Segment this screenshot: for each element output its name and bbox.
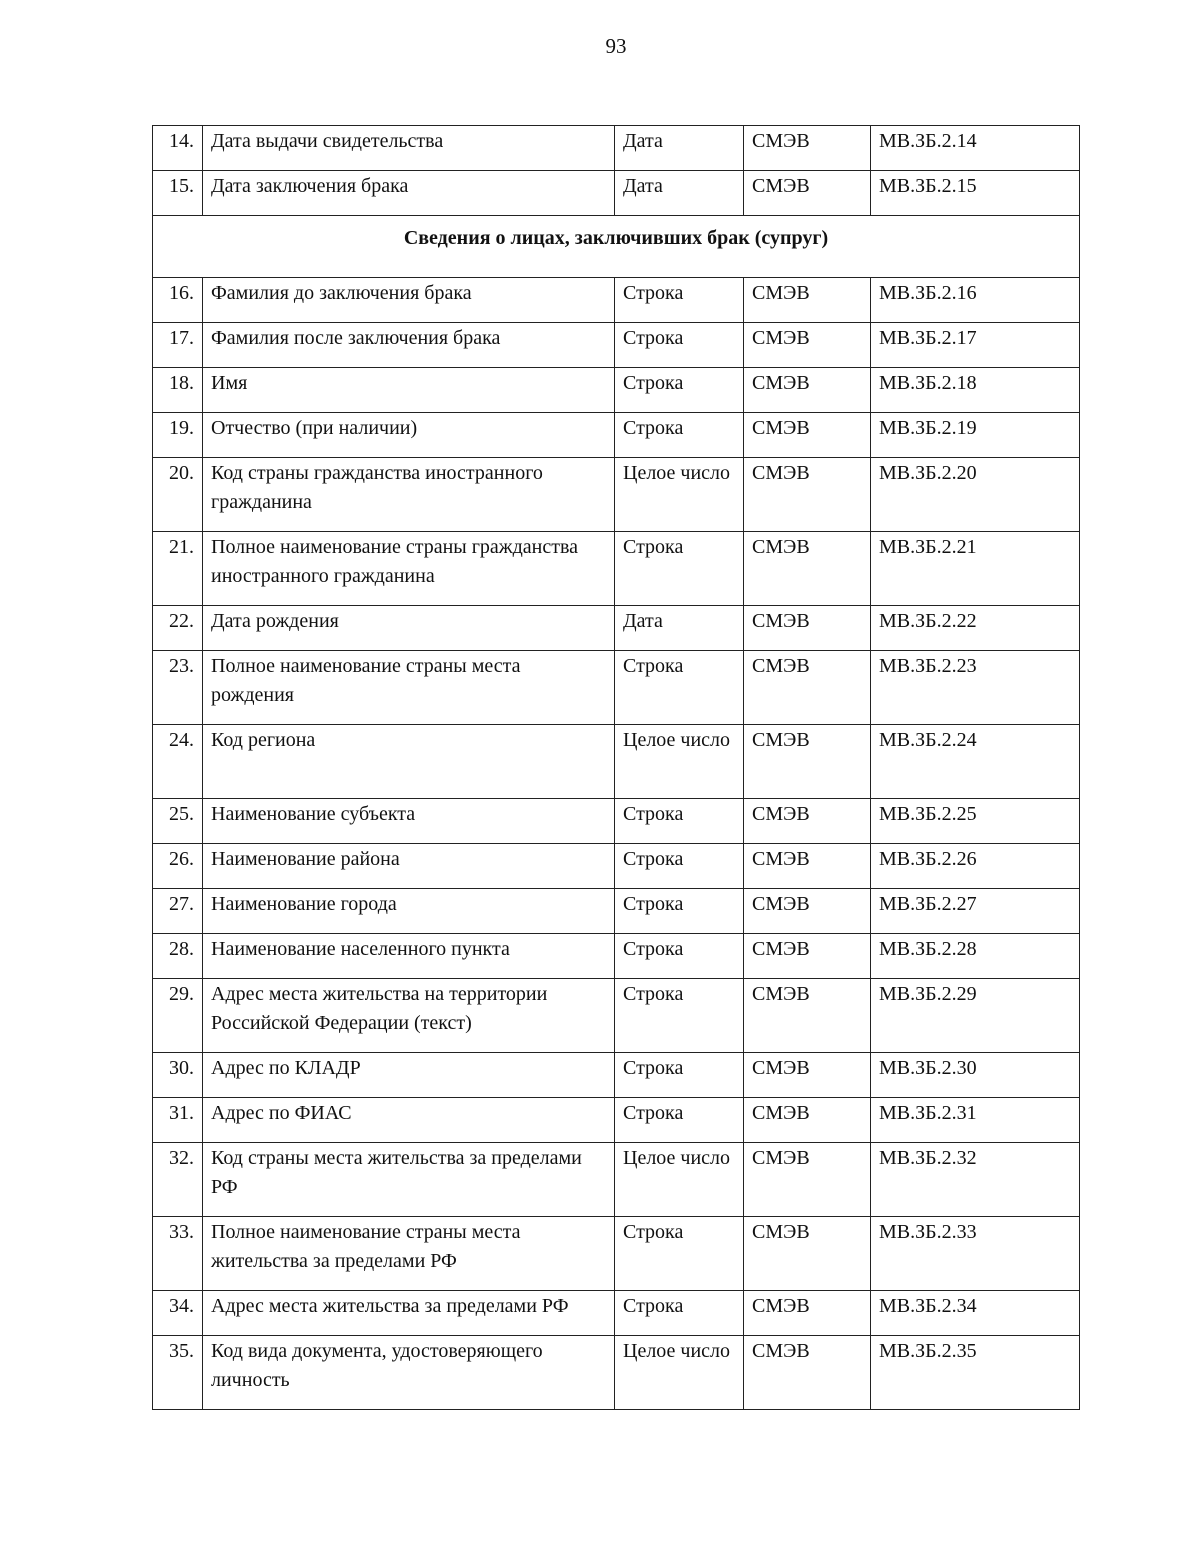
row-number: 30. <box>153 1053 203 1098</box>
field-type: Дата <box>615 126 744 171</box>
row-number: 26. <box>153 844 203 889</box>
field-name: Код страны гражданства иностранного гражданина <box>203 458 615 532</box>
field-code: МВ.ЗБ.2.27 <box>871 889 1080 934</box>
field-code: МВ.ЗБ.2.19 <box>871 413 1080 458</box>
field-source: СМЭВ <box>744 934 871 979</box>
field-name: Наименование субъекта <box>203 799 615 844</box>
row-number: 28. <box>153 934 203 979</box>
field-type: Строка <box>615 368 744 413</box>
table-row <box>153 651 1080 725</box>
row-number: 24. <box>153 725 203 799</box>
field-source: СМЭВ <box>744 1053 871 1098</box>
field-source: СМЭВ <box>744 278 871 323</box>
table-row <box>153 1143 1080 1217</box>
table-row <box>153 606 1080 651</box>
field-name: Имя <box>203 368 615 413</box>
row-number: 21. <box>153 532 203 606</box>
field-source: СМЭВ <box>744 725 871 799</box>
table-row <box>153 458 1080 532</box>
field-source: СМЭВ <box>744 889 871 934</box>
field-code: МВ.ЗБ.2.21 <box>871 532 1080 606</box>
field-type: Строка <box>615 979 744 1053</box>
table-body <box>153 278 1080 1410</box>
field-type: Строка <box>615 413 744 458</box>
table-row <box>153 323 1080 368</box>
field-source: СМЭВ <box>744 1098 871 1143</box>
field-type: Дата <box>615 606 744 651</box>
field-type: Целое число <box>615 1336 744 1410</box>
field-source: СМЭВ <box>744 979 871 1053</box>
field-name: Адрес по ФИАС <box>203 1098 615 1143</box>
row-number: 29. <box>153 979 203 1053</box>
field-code: МВ.ЗБ.2.34 <box>871 1291 1080 1336</box>
field-type: Целое число <box>615 458 744 532</box>
field-source: СМЭВ <box>744 323 871 368</box>
field-name: Дата заключения брака <box>203 171 615 216</box>
field-code: МВ.ЗБ.2.16 <box>871 278 1080 323</box>
row-number: 33. <box>153 1217 203 1291</box>
field-source: СМЭВ <box>744 532 871 606</box>
field-type: Строка <box>615 1098 744 1143</box>
table-row <box>153 532 1080 606</box>
field-name: Код страны места жительства за пределами РФ <box>203 1143 615 1217</box>
field-source: СМЭВ <box>744 1336 871 1410</box>
field-code: МВ.ЗБ.2.22 <box>871 606 1080 651</box>
row-number: 18. <box>153 368 203 413</box>
field-code: МВ.ЗБ.2.14 <box>871 126 1080 171</box>
field-name: Фамилия после заключения брака <box>203 323 615 368</box>
field-type: Строка <box>615 1217 744 1291</box>
field-source: СМЭВ <box>744 126 871 171</box>
section-title: Сведения о лицах, заключивших брак (супруг) <box>153 216 1080 278</box>
row-number: 34. <box>153 1291 203 1336</box>
row-number: 25. <box>153 799 203 844</box>
field-type: Целое число <box>615 725 744 799</box>
table-row <box>153 934 1080 979</box>
table-row <box>153 1217 1080 1291</box>
field-name: Отчество (при наличии) <box>203 413 615 458</box>
table-row <box>153 171 1080 216</box>
field-code: МВ.ЗБ.2.33 <box>871 1217 1080 1291</box>
table-row <box>153 126 1080 171</box>
row-number: 22. <box>153 606 203 651</box>
field-type: Строка <box>615 1291 744 1336</box>
table-row <box>153 278 1080 323</box>
field-name: Код региона <box>203 725 615 799</box>
field-code: МВ.ЗБ.2.28 <box>871 934 1080 979</box>
field-name: Фамилия до заключения брака <box>203 278 615 323</box>
field-type: Строка <box>615 651 744 725</box>
field-name: Дата выдачи свидетельства <box>203 126 615 171</box>
field-code: МВ.ЗБ.2.25 <box>871 799 1080 844</box>
field-type: Строка <box>615 1053 744 1098</box>
row-number: 17. <box>153 323 203 368</box>
field-type: Строка <box>615 844 744 889</box>
field-type: Строка <box>615 532 744 606</box>
field-type: Строка <box>615 889 744 934</box>
field-source: СМЭВ <box>744 799 871 844</box>
field-name: Наименование города <box>203 889 615 934</box>
table-row <box>153 844 1080 889</box>
field-source: СМЭВ <box>744 458 871 532</box>
table-row <box>153 979 1080 1053</box>
table-row <box>153 1291 1080 1336</box>
field-code: МВ.ЗБ.2.26 <box>871 844 1080 889</box>
row-number: 31. <box>153 1098 203 1143</box>
row-number: 23. <box>153 651 203 725</box>
field-code: МВ.ЗБ.2.20 <box>871 458 1080 532</box>
row-number: 19. <box>153 413 203 458</box>
field-name: Дата рождения <box>203 606 615 651</box>
table-row <box>153 889 1080 934</box>
field-type: Целое число <box>615 1143 744 1217</box>
field-source: СМЭВ <box>744 368 871 413</box>
table-row <box>153 368 1080 413</box>
field-code: МВ.ЗБ.2.23 <box>871 651 1080 725</box>
table-row <box>153 1053 1080 1098</box>
table-row <box>153 799 1080 844</box>
field-source: СМЭВ <box>744 1217 871 1291</box>
table-row <box>153 1336 1080 1410</box>
field-code: МВ.ЗБ.2.17 <box>871 323 1080 368</box>
row-number: 27. <box>153 889 203 934</box>
field-type: Строка <box>615 278 744 323</box>
field-code: МВ.ЗБ.2.30 <box>871 1053 1080 1098</box>
field-source: СМЭВ <box>744 1291 871 1336</box>
row-number: 35. <box>153 1336 203 1410</box>
page-number: 93 <box>605 34 627 58</box>
field-name: Код вида документа, удостоверяющего личность <box>203 1336 615 1410</box>
table-row <box>153 725 1080 799</box>
section-header-row <box>153 216 1080 278</box>
row-number: 32. <box>153 1143 203 1217</box>
field-source: СМЭВ <box>744 171 871 216</box>
field-name: Адрес места жительства на территории Российской Федерации (текст) <box>203 979 615 1053</box>
field-name: Наименование населенного пункта <box>203 934 615 979</box>
field-type: Дата <box>615 171 744 216</box>
field-name: Наименование района <box>203 844 615 889</box>
field-code: МВ.ЗБ.2.35 <box>871 1336 1080 1410</box>
row-number: 14. <box>153 126 203 171</box>
row-number: 16. <box>153 278 203 323</box>
field-type: Строка <box>615 934 744 979</box>
field-source: СМЭВ <box>744 844 871 889</box>
field-type: Строка <box>615 323 744 368</box>
field-name: Адрес по КЛАДР <box>203 1053 615 1098</box>
data-table <box>152 125 1080 1410</box>
field-code: МВ.ЗБ.2.29 <box>871 979 1080 1053</box>
field-source: СМЭВ <box>744 651 871 725</box>
field-source: СМЭВ <box>744 606 871 651</box>
field-code: МВ.ЗБ.2.32 <box>871 1143 1080 1217</box>
field-source: СМЭВ <box>744 413 871 458</box>
field-name: Адрес места жительства за пределами РФ <box>203 1291 615 1336</box>
field-source: СМЭВ <box>744 1143 871 1217</box>
field-name: Полное наименование страны места жительства за пределами РФ <box>203 1217 615 1291</box>
field-name: Полное наименование страны гражданства иностранного гражданина <box>203 532 615 606</box>
row-number: 20. <box>153 458 203 532</box>
field-code: МВ.ЗБ.2.18 <box>871 368 1080 413</box>
field-type: Строка <box>615 799 744 844</box>
table-row <box>153 1098 1080 1143</box>
table-row <box>153 413 1080 458</box>
field-code: МВ.ЗБ.2.15 <box>871 171 1080 216</box>
field-code: МВ.ЗБ.2.31 <box>871 1098 1080 1143</box>
field-name: Полное наименование страны места рождения <box>203 651 615 725</box>
field-code: МВ.ЗБ.2.24 <box>871 725 1080 799</box>
row-number: 15. <box>153 171 203 216</box>
